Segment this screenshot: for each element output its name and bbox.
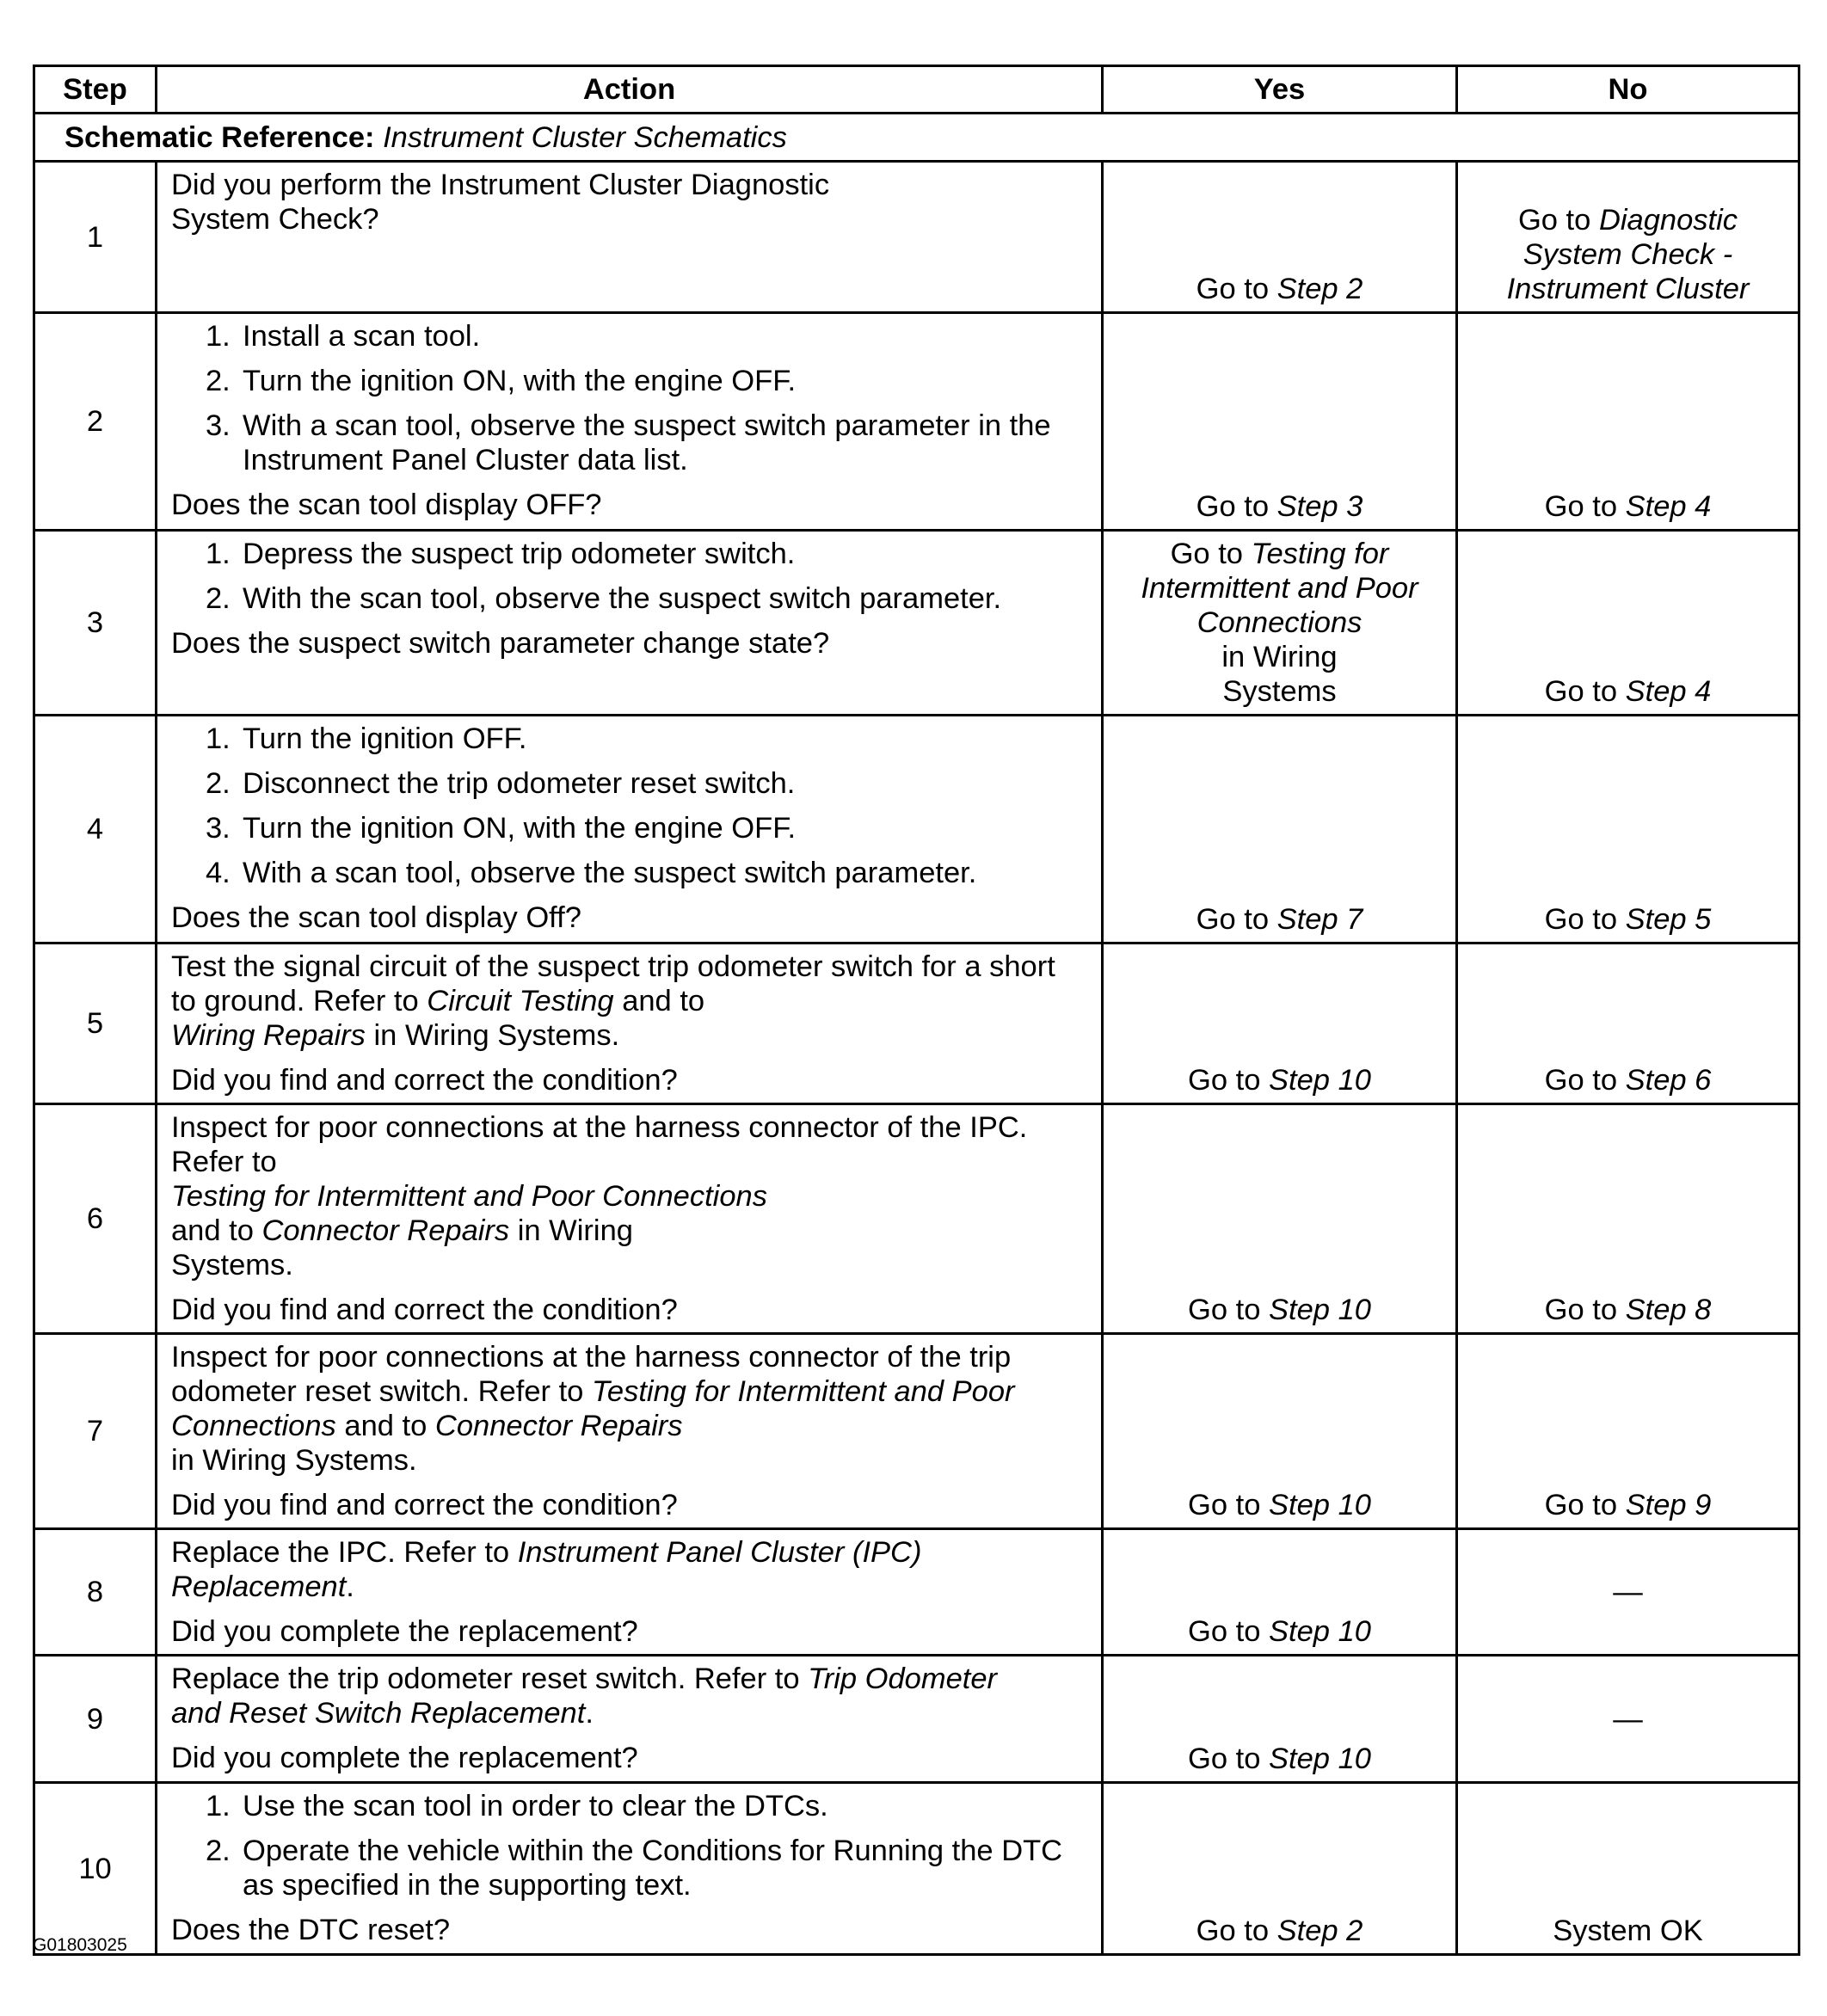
yes-cell <box>1103 716 1457 943</box>
goto-label: Go to <box>1517 204 1591 237</box>
action-steps-list <box>171 722 1084 890</box>
intermittent-connections-link[interactable]: Testing for Intermittent and Poor <box>591 1375 1015 1408</box>
action-question: Did you complete the replacement? <box>171 1615 638 1648</box>
no-step-link[interactable]: Step 9 <box>1625 1489 1712 1521</box>
yes-step-link[interactable]: Step 10 <box>1269 1064 1371 1097</box>
yes-step-link[interactable]: Step 2 <box>1276 273 1363 305</box>
goto-label: Go to <box>1196 273 1270 305</box>
step-number: 9 <box>34 1656 157 1783</box>
yes-cell <box>1103 531 1457 716</box>
yes-cell <box>1103 1656 1457 1783</box>
goto-label: Go to <box>1188 1615 1261 1648</box>
yes-cell <box>1103 1783 1457 1955</box>
action-text: Inspect for poor connections at the harness connector of the IPC. Refer to Testing for Intermittent and Poor Connections and to Connector Repairs in Wiring Systems. <box>171 1111 1028 1282</box>
table-row <box>34 1783 1799 1955</box>
action-question: Did you find and correct the condition? <box>171 1064 678 1097</box>
no-cell <box>1457 1334 1799 1529</box>
no-link-line[interactable]: Instrument Cluster <box>1506 273 1750 305</box>
no-cell <box>1457 943 1799 1104</box>
action-cell <box>157 531 1103 716</box>
schematic-reference-link[interactable]: Instrument Cluster Schematics <box>383 120 787 154</box>
header-row <box>34 66 1799 114</box>
header-action: Action <box>157 66 1103 114</box>
connector-repairs-link[interactable]: Connector Repairs <box>434 1410 683 1442</box>
step-number: 2 <box>34 313 157 531</box>
step-number: 3 <box>34 531 157 716</box>
no-step-link[interactable]: Step 4 <box>1625 675 1712 708</box>
goto-label: Go to <box>1544 903 1618 936</box>
action-question: Does the scan tool display Off? <box>171 901 581 934</box>
table-row <box>34 943 1799 1104</box>
step-number: 6 <box>34 1104 157 1334</box>
no-step-link[interactable]: Step 6 <box>1625 1064 1712 1097</box>
yes-cell <box>1103 313 1457 531</box>
goto-label: Go to <box>1188 1489 1261 1521</box>
goto-label: Go to <box>1196 1915 1270 1947</box>
list-item: 1. Use the scan tool in order to clear the DTCs. <box>206 1790 828 1822</box>
action-cell <box>157 1783 1103 1955</box>
list-item: 1. Install a scan tool. <box>206 320 481 353</box>
no-cell <box>1457 313 1799 531</box>
yes-step-link[interactable]: Step 10 <box>1269 1489 1371 1521</box>
step-number: 5 <box>34 943 157 1104</box>
switch-replacement-link[interactable]: and Reset Switch Replacement <box>171 1697 586 1730</box>
schematic-reference-label: Schematic Reference: <box>65 120 375 154</box>
yes-step-link[interactable]: Step 2 <box>1276 1915 1363 1947</box>
goto-label: Go to <box>1544 490 1618 523</box>
step-number: 7 <box>34 1334 157 1529</box>
goto-label: Go to <box>1544 1064 1618 1097</box>
action-text: Inspect for poor connections at the harness connector of the trip odometer reset switch. Refer to Testing for Intermittent and Poor Connections and to Connector Repairs in Wiring Systems. <box>171 1341 1015 1477</box>
goto-label: Go to <box>1196 903 1270 936</box>
no-cell <box>1457 531 1799 716</box>
connector-repairs-link[interactable]: Connector Repairs <box>261 1214 510 1247</box>
no-cell <box>1457 1104 1799 1334</box>
action-question: Does the suspect switch parameter change state? <box>171 627 830 660</box>
no-step-link[interactable]: Step 4 <box>1625 490 1712 523</box>
list-item: 1. Turn the ignition OFF. <box>206 722 527 755</box>
table-row <box>34 716 1799 943</box>
no-link-line[interactable]: Diagnostic <box>1598 204 1738 237</box>
list-item: 2. With the scan tool, observe the suspect switch parameter. <box>206 582 1002 615</box>
yes-step-link[interactable]: Step 10 <box>1269 1742 1371 1775</box>
figure-code: G01803025 <box>33 1935 127 1955</box>
yes-cell <box>1103 1529 1457 1656</box>
intermittent-connections-link[interactable]: Connections <box>171 1410 336 1442</box>
diagnostic-table <box>33 65 1800 1956</box>
goto-label: Go to <box>1188 1294 1261 1326</box>
step-number: 1 <box>34 162 157 313</box>
action-cell <box>157 1334 1103 1529</box>
yes-step-link[interactable]: Step 7 <box>1276 903 1363 936</box>
goto-label: Go to <box>1544 1489 1618 1521</box>
header-no: No <box>1457 66 1799 114</box>
circuit-testing-link[interactable]: Circuit Testing <box>427 985 614 1017</box>
yes-step-link[interactable]: Step 3 <box>1276 490 1363 523</box>
action-cell <box>157 943 1103 1104</box>
step-number: 8 <box>34 1529 157 1656</box>
action-text: Replace the IPC. Refer to Instrument Panel Cluster (IPC) Replacement. <box>171 1536 922 1603</box>
no-step-link[interactable]: Step 5 <box>1625 903 1712 936</box>
step-number: 10 <box>34 1783 157 1955</box>
action-cell <box>157 162 1103 313</box>
wiring-repairs-link[interactable]: Wiring Repairs <box>171 1019 366 1052</box>
action-question: Did you complete the replacement? <box>171 1742 638 1774</box>
goto-label: Go to <box>1170 538 1243 570</box>
list-item: 2. Disconnect the trip odometer reset switch. <box>206 767 796 800</box>
schematic-reference <box>34 114 1799 162</box>
action-steps-list <box>171 1789 1084 1902</box>
action-cell <box>157 1656 1103 1783</box>
action-question: Does the scan tool display OFF? <box>171 489 602 521</box>
schematic-reference-row <box>34 114 1799 162</box>
yes-cell <box>1103 1334 1457 1529</box>
list-item: 3. With a scan tool, observe the suspect switch parameter in the Instrument Panel Cluster data list. <box>206 409 1051 476</box>
yes-step-link[interactable]: Step 10 <box>1269 1615 1371 1648</box>
header-yes: Yes <box>1103 66 1457 114</box>
table-row <box>34 531 1799 716</box>
yes-link-line[interactable]: Testing for <box>1251 538 1389 570</box>
table-row <box>34 1656 1799 1783</box>
list-item: 2. Turn the ignition ON, with the engine OFF. <box>206 365 797 397</box>
yes-cell <box>1103 943 1457 1104</box>
action-cell <box>157 313 1103 531</box>
action-text-line: System Check? <box>171 203 379 236</box>
goto-label: Go to <box>1196 490 1270 523</box>
no-cell: — <box>1457 1529 1799 1656</box>
action-steps-list <box>171 319 1084 477</box>
list-item: 1. Depress the suspect trip odometer switch. <box>206 538 796 570</box>
action-cell <box>157 716 1103 943</box>
action-text-line: Did you perform the Instrument Cluster Diagnostic <box>171 169 830 201</box>
switch-replacement-link[interactable]: Trip Odometer <box>808 1663 998 1695</box>
goto-label: Go to <box>1188 1064 1261 1097</box>
table-row <box>34 313 1799 531</box>
action-question: Does the DTC reset? <box>171 1914 451 1946</box>
action-question: Did you find and correct the condition? <box>171 1294 678 1326</box>
yes-link-line[interactable]: Connections <box>1196 606 1363 639</box>
table-row <box>34 1334 1799 1529</box>
no-step-link[interactable]: Step 8 <box>1625 1294 1712 1326</box>
table-row <box>34 1529 1799 1656</box>
no-cell: System OK <box>1457 1783 1799 1955</box>
ipc-replacement-link[interactable]: Instrument Panel Cluster (IPC) <box>517 1536 922 1569</box>
action-text: Test the signal circuit of the suspect trip odometer switch for a short to ground. Refer to Circuit Testing and to Wiring Repairs in Wiring Systems. <box>171 950 1055 1052</box>
list-item: 3. Turn the ignition ON, with the engine OFF. <box>206 812 797 845</box>
yes-text-line: in Wiring <box>1221 641 1338 673</box>
no-cell <box>1457 162 1799 313</box>
no-link-line[interactable]: System Check - <box>1522 238 1733 271</box>
action-steps-list <box>171 537 1084 616</box>
header-step: Step <box>34 66 157 114</box>
list-item: 4. With a scan tool, observe the suspect switch parameter. <box>206 857 977 889</box>
yes-text-line: Systems <box>1222 675 1337 708</box>
table-row <box>34 162 1799 313</box>
intermittent-connections-link[interactable]: Testing for Intermittent and Poor Connections <box>171 1180 767 1213</box>
action-question: Did you find and correct the condition? <box>171 1489 678 1521</box>
list-item: 2. Operate the vehicle within the Conditions for Running the DTC as specified in the supporting text. <box>206 1835 1063 1902</box>
goto-label: Go to <box>1544 675 1618 708</box>
action-cell <box>157 1104 1103 1334</box>
no-cell <box>1457 716 1799 943</box>
yes-cell <box>1103 1104 1457 1334</box>
yes-link-line[interactable]: Intermittent and Poor <box>1141 572 1418 605</box>
table-row <box>34 1104 1799 1334</box>
action-text: Replace the trip odometer reset switch. Refer to Trip Odometer and Reset Switch Replacement. <box>171 1663 998 1730</box>
step-number: 4 <box>34 716 157 943</box>
ipc-replacement-link[interactable]: Replacement <box>171 1570 347 1603</box>
action-cell <box>157 1529 1103 1656</box>
yes-cell <box>1103 162 1457 313</box>
goto-label: Go to <box>1544 1294 1618 1326</box>
goto-label: Go to <box>1188 1742 1261 1775</box>
yes-step-link[interactable]: Step 10 <box>1269 1294 1371 1326</box>
no-cell: — <box>1457 1656 1799 1783</box>
